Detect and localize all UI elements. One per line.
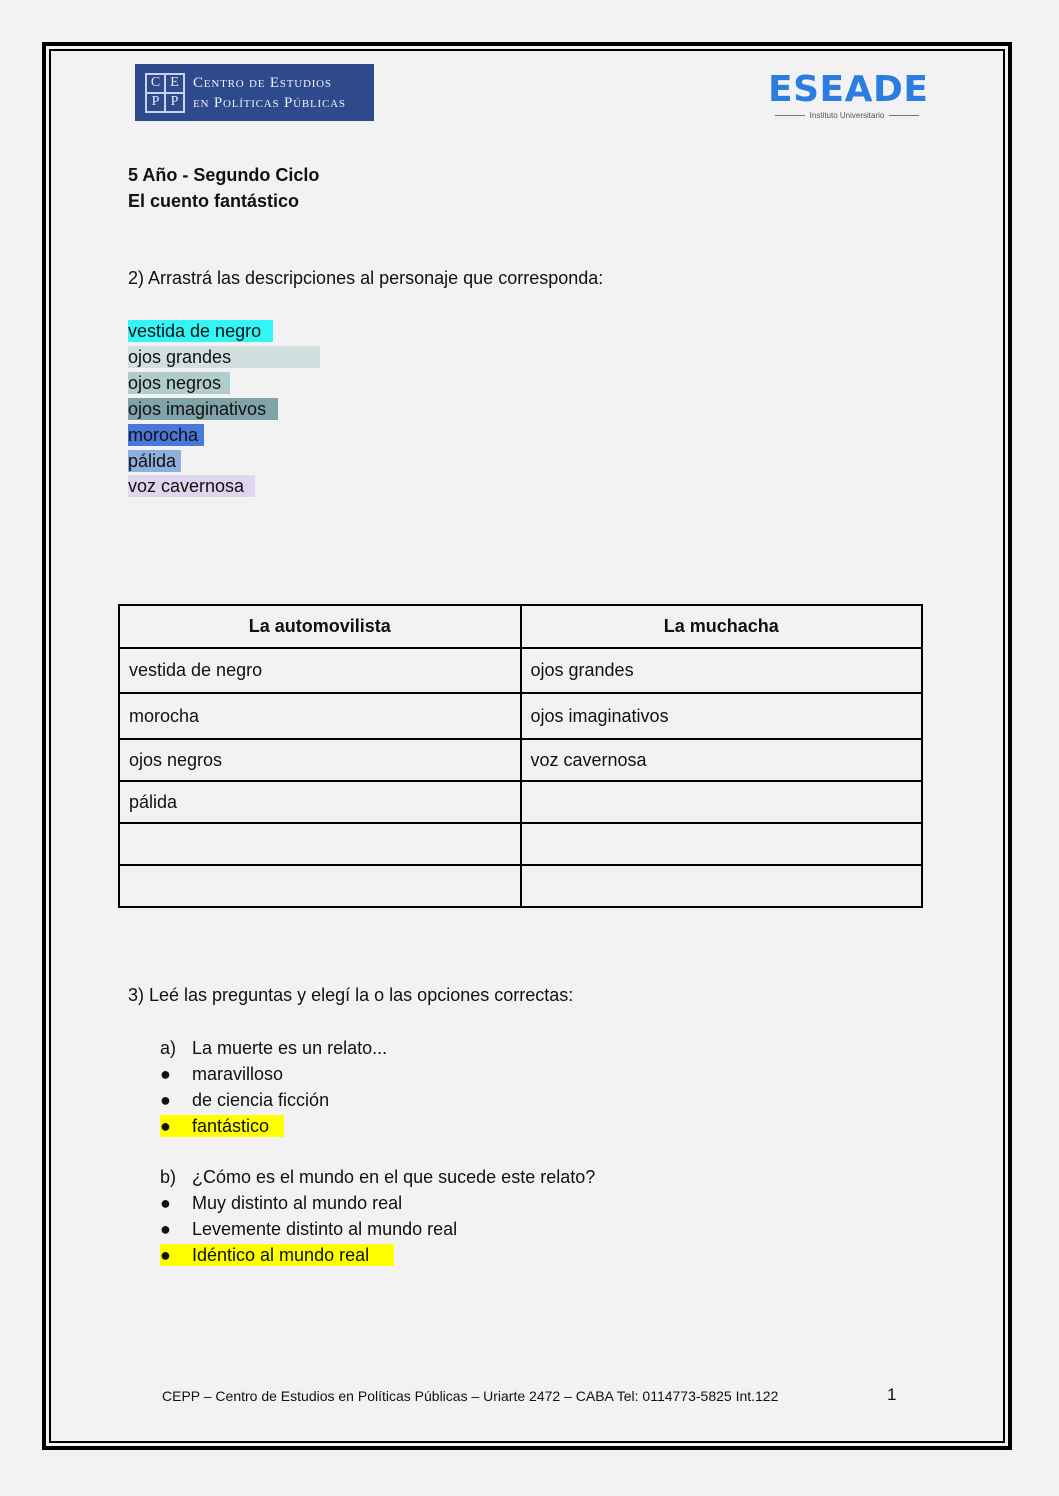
drop-cell-automovilista[interactable]: pálida (119, 781, 521, 823)
column-header-automovilista: La automovilista (119, 605, 521, 648)
question-label: ¿Cómo es el mundo en el que sucede este relato? (192, 1167, 596, 1187)
table-row (119, 823, 922, 865)
question-marker: a) (160, 1038, 177, 1058)
draggable-description[interactable]: vestida de negro (128, 320, 273, 342)
tagline-rule-right (889, 115, 919, 116)
bullet-icon: ● (160, 1244, 171, 1265)
drop-cell-muchacha[interactable] (521, 823, 923, 865)
drop-cell-muchacha[interactable] (521, 865, 923, 907)
bullet-icon: ● (160, 1218, 171, 1239)
bullet-icon: ● (160, 1064, 171, 1084)
cepp-letter: C (146, 74, 165, 93)
answer-option-label: Idéntico al mundo real (192, 1244, 370, 1265)
cepp-letter: P (165, 93, 184, 112)
answer-option-label: Muy distinto al mundo real (192, 1193, 403, 1213)
draggable-description[interactable]: ojos grandes (128, 346, 320, 368)
draggable-description[interactable]: morocha (128, 424, 204, 446)
column-header-muchacha: La muchacha (521, 605, 923, 648)
drop-cell-muchacha[interactable]: ojos grandes (521, 648, 923, 693)
answer-option-label: Levemente distinto al mundo real (192, 1218, 458, 1239)
table-row (119, 865, 922, 907)
cepp-logo-text (193, 73, 346, 113)
title-topic: El cuento fantástico (128, 191, 300, 211)
draggable-description[interactable]: pálida (128, 450, 181, 472)
answer-option[interactable] (160, 1244, 394, 1266)
exercise2-prompt: 2) Arrastrá las descripciones al personaje que corresponda: (128, 268, 604, 288)
eseade-logo (768, 69, 929, 120)
table-row (119, 781, 922, 823)
drop-cell-muchacha[interactable] (521, 781, 923, 823)
answer-option-label: de ciencia ficción (192, 1089, 330, 1110)
draggable-description[interactable]: ojos negros (128, 372, 230, 394)
draggable-description[interactable]: ojos imaginativos (128, 398, 278, 420)
cepp-logo-mark (145, 73, 185, 113)
title-grade: 5 Año - Segundo Ciclo (128, 165, 320, 185)
eseade-logo-name: ESEADE (768, 69, 929, 110)
table-header-row (119, 605, 922, 648)
character-table (118, 604, 923, 908)
answer-option-label: fantástico (192, 1115, 270, 1136)
eseade-logo-tagline-row (768, 111, 926, 120)
drop-cell-automovilista[interactable] (119, 865, 521, 907)
cepp-logo (135, 64, 374, 121)
question-label: La muerte es un relato... (192, 1038, 388, 1058)
table-row (119, 739, 922, 781)
cepp-letter: E (165, 74, 184, 93)
drop-cell-automovilista[interactable] (119, 823, 521, 865)
bullet-icon: ● (160, 1193, 171, 1213)
drop-cell-automovilista[interactable]: ojos negros (119, 739, 521, 781)
drop-cell-muchacha[interactable]: ojos imaginativos (521, 693, 923, 739)
table-row (119, 648, 922, 693)
bullet-icon: ● (160, 1115, 171, 1136)
question-marker: b) (160, 1167, 177, 1187)
drop-cell-automovilista[interactable]: vestida de negro (119, 648, 521, 693)
drop-cell-muchacha[interactable]: voz cavernosa (521, 739, 923, 781)
tagline-rule-left (775, 115, 805, 116)
cepp-logo-line2: en Políticas Públicas (193, 94, 346, 111)
bullet-icon: ● (160, 1089, 171, 1110)
exercise3-prompt: 3) Leé las preguntas y elegí la o las opciones correctas: (128, 985, 574, 1005)
page-number: 1 (887, 1385, 897, 1404)
answer-option[interactable] (160, 1115, 284, 1137)
cepp-logo-line1: Centro de Estudios (193, 74, 332, 91)
draggable-description[interactable]: voz cavernosa (128, 475, 255, 497)
eseade-logo-tagline: Instituto Universitario (809, 111, 885, 120)
cepp-letter: P (146, 93, 165, 112)
drop-cell-automovilista[interactable]: morocha (119, 693, 521, 739)
table-row (119, 693, 922, 739)
answer-option-label: maravilloso (192, 1064, 284, 1084)
footer-text: CEPP – Centro de Estudios en Políticas Públicas – Uriarte 2472 – CABA Tel: 0114773-5825 Int.122 (162, 1388, 779, 1404)
